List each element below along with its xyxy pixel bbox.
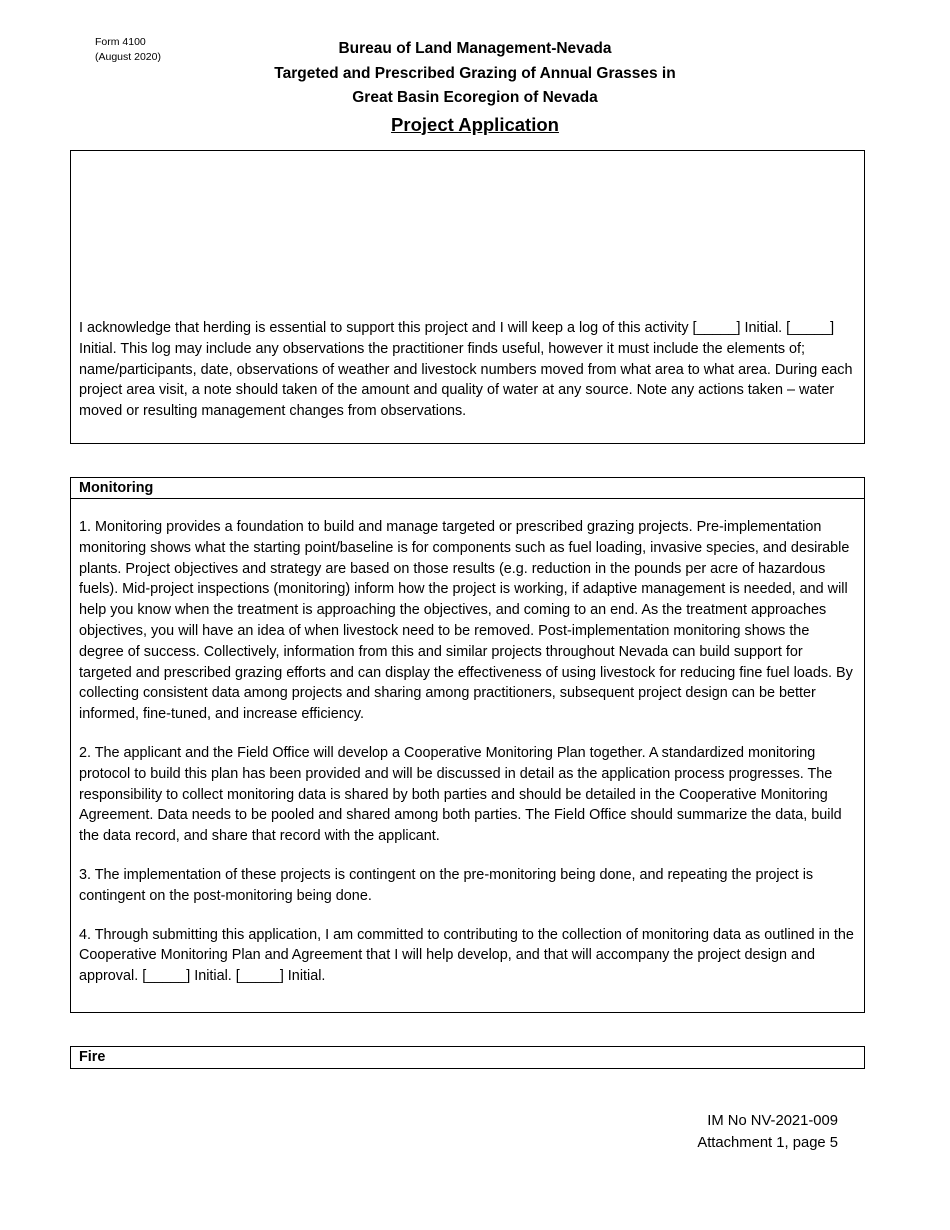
monitoring-paragraph-1: 1. Monitoring provides a foundation to build and manage targeted or prescribed grazing projects. Pre-implementation monitoring shows what the starting point/baseline is for components such as fuel loading, invasive species, and desirable plants. Project objectives and strategy are based on those results (e.g. reduction in the pounds per acre of hazardous fuels). Mid-project inspections (monitoring) inform how the project is working, if adaptive management is needed, and will help you know when the treatment is approaching the objectives, and coming to an end. As the treatment approaches objectives, you will have an idea of when livestock need to be removed. Post-implementation monitoring shows the degree of success. Collectively, information from this and similar projects throughout Nevada can build support for targeted and prescribed grazing efforts and can display the effectiveness of using livestock for reducing fine fuel loads. By collecting consistent data among projects and sharing among practitioners, subsequent project design can be better informed, fine-tuned, and increase efficiency. — [79, 519, 853, 723]
monitoring-paragraph-2: 2. The applicant and the Field Office will develop a Cooperative Monitoring Plan together. A standardized monitoring protocol to build this plan has been provided and will be discussed in detail as the application process progresses. The responsibility to collect monitoring data is shared by both parties and should be detailed in the Cooperative Monitoring Agreement. Data needs to be pooled and shared among both parties. The Field Office should summarize the data, build the data record, and share that record with the applicant. — [79, 744, 842, 845]
document-header — [0, 37, 950, 139]
herding-section — [70, 150, 865, 444]
im-number: IM No NV-2021-009 — [707, 1113, 838, 1129]
fire-heading: Fire — [79, 1049, 106, 1065]
monitoring-paragraph-4: 4. Through submitting this application, I am committed to contributing to the collection of monitoring data as outlined in the Cooperative Monitoring Plan and Agreement that I will help develop, and that will accompany the project design and approval. [_____] Initial. [_____] Initial. — [79, 926, 854, 985]
monitoring-section — [70, 477, 865, 1013]
fire-section — [70, 1046, 865, 1069]
header-program-line2: Great Basin Ecoregion of Nevada — [352, 89, 598, 106]
header-agency: Bureau of Land Management-Nevada — [338, 40, 612, 57]
form-number: Form 4100 — [95, 36, 146, 48]
monitoring-paragraph-3: 3. The implementation of these projects is contingent on the pre-monitoring being done, and repeating the project is contingent on the post-monitoring being done. — [79, 866, 814, 904]
attachment-page: Attachment 1, page 5 — [697, 1134, 838, 1151]
page-footer — [697, 1111, 838, 1154]
page-title: Project Application — [391, 113, 559, 135]
form-date: (August 2020) — [95, 51, 161, 63]
monitoring-heading: Monitoring — [71, 478, 864, 499]
herding-acknowledgement-text: I acknowledge that herding is essential to support this project and I will keep a log of this activity [_____] Initial. [_____] Initial. This log may include any observations the practitioner finds useful, however it must include the elements of; name/participants, date, observations of weather and livestock numbers moved from what area to what area. During each project area visit, a note should taken of the amount and quality of water at any source. Note any actions taken – water moved or resulting management changes from observations. — [79, 320, 853, 420]
header-program-line1: Targeted and Prescribed Grazing of Annual Grasses in — [274, 64, 676, 82]
monitoring-content — [71, 499, 864, 987]
